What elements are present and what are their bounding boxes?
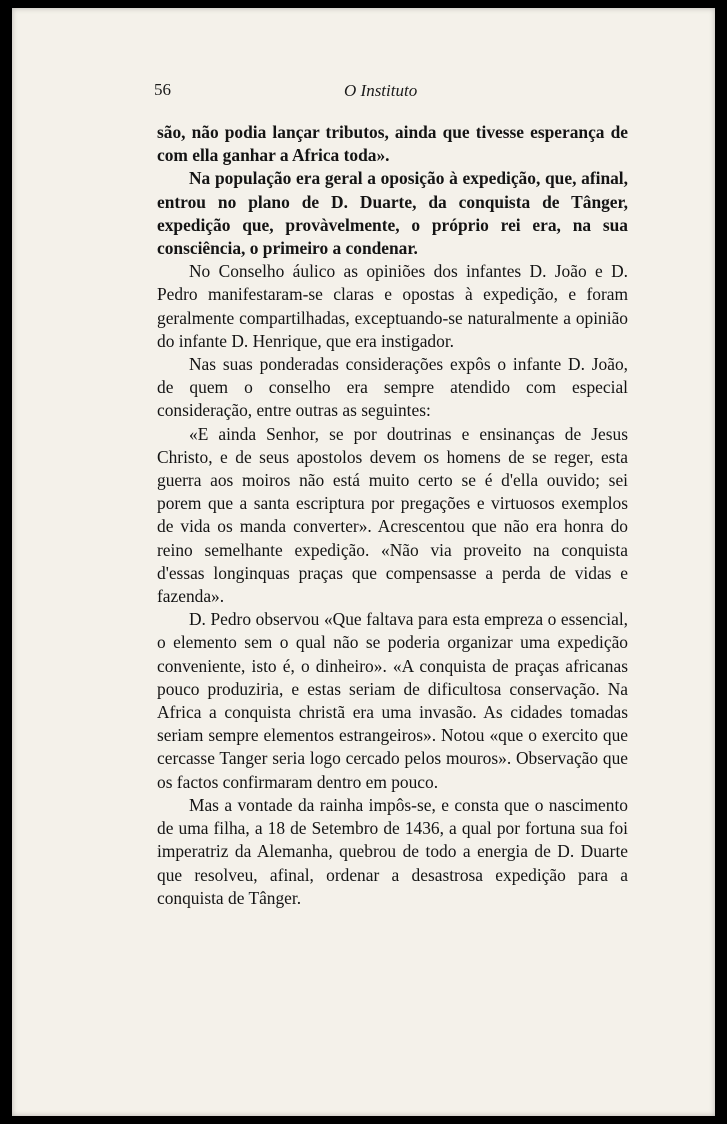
journal-title: O Instituto [344, 81, 418, 100]
paragraph-7: Mas a vontade da rainha impôs-se, e consta que o nascimento de uma filha, a 18 de Setembro de 1436, a qual por fortuna sua foi imperatriz da Alemanha, quebrou de todo a energia de D. Duarte que resolveu, afinal, ordenar a desastrosa expedição para a conquista de Tânger. [157, 794, 628, 908]
paragraph-3: No Conselho áulico as opiniões dos infantes D. João e D. Pedro manifestaram-se claras e opostas à expedição, e foram geralmente compartilhadas, exceptuando-se naturalmente a opinião do infante D. Henrique, que era instigador. [157, 261, 628, 351]
book-page [12, 8, 715, 1116]
body-text [157, 121, 628, 910]
paragraph-6: D. Pedro observou «Que faltava para esta empreza o essencial, o elemento sem o qual não se poderia organizar uma expedição conveniente, isto é, o dinheiro». «A conquista de praças africanas pouco produziria, e estas seriam de dificultosa conservação. Na Africa a conquista christã era uma invasão. As cidades tomadas seriam sempre elementos estrangeiros». Notou «que o exercito que cercasse Tanger seria logo cercado pelos mouros». Observação que os factos confirmaram dentro em pouco. [157, 609, 628, 792]
page-number: 56 [154, 80, 171, 99]
paragraph-2: Na população era geral a oposição à expedição, que, afinal, entrou no plano de D. Duarte, da conquista de Tânger, expedição que, provàvelmente, o próprio rei era, na sua consciência, o primeiro a condenar. [157, 168, 628, 259]
paragraph-4: Nas suas ponderadas considerações expôs o infante D. João, de quem o conselho era sempre atendido com especial consideração, entre outras as seguintes: [157, 354, 628, 421]
paragraph-5: «E ainda Senhor, se por doutrinas e ensinanças de Jesus Christo, e de seus apostolos devem os homens de se reger, esta guerra aos moiros não está muito certo se é d'ella ouvido; sei porem que a santa escriptura por pregações e virtuosos exemplos de vida os manda converter». Acrescentou que não era honra do reino semelhante expedição. «Não via proveito na conquista d'essas longinquas praças que compensasse a perda de vidas e fazenda». [157, 423, 628, 607]
running-head [154, 80, 629, 104]
paragraph-1: são, não podia lançar tributos, ainda que tivesse esperança de com ella ganhar a Africa toda». [157, 122, 628, 166]
